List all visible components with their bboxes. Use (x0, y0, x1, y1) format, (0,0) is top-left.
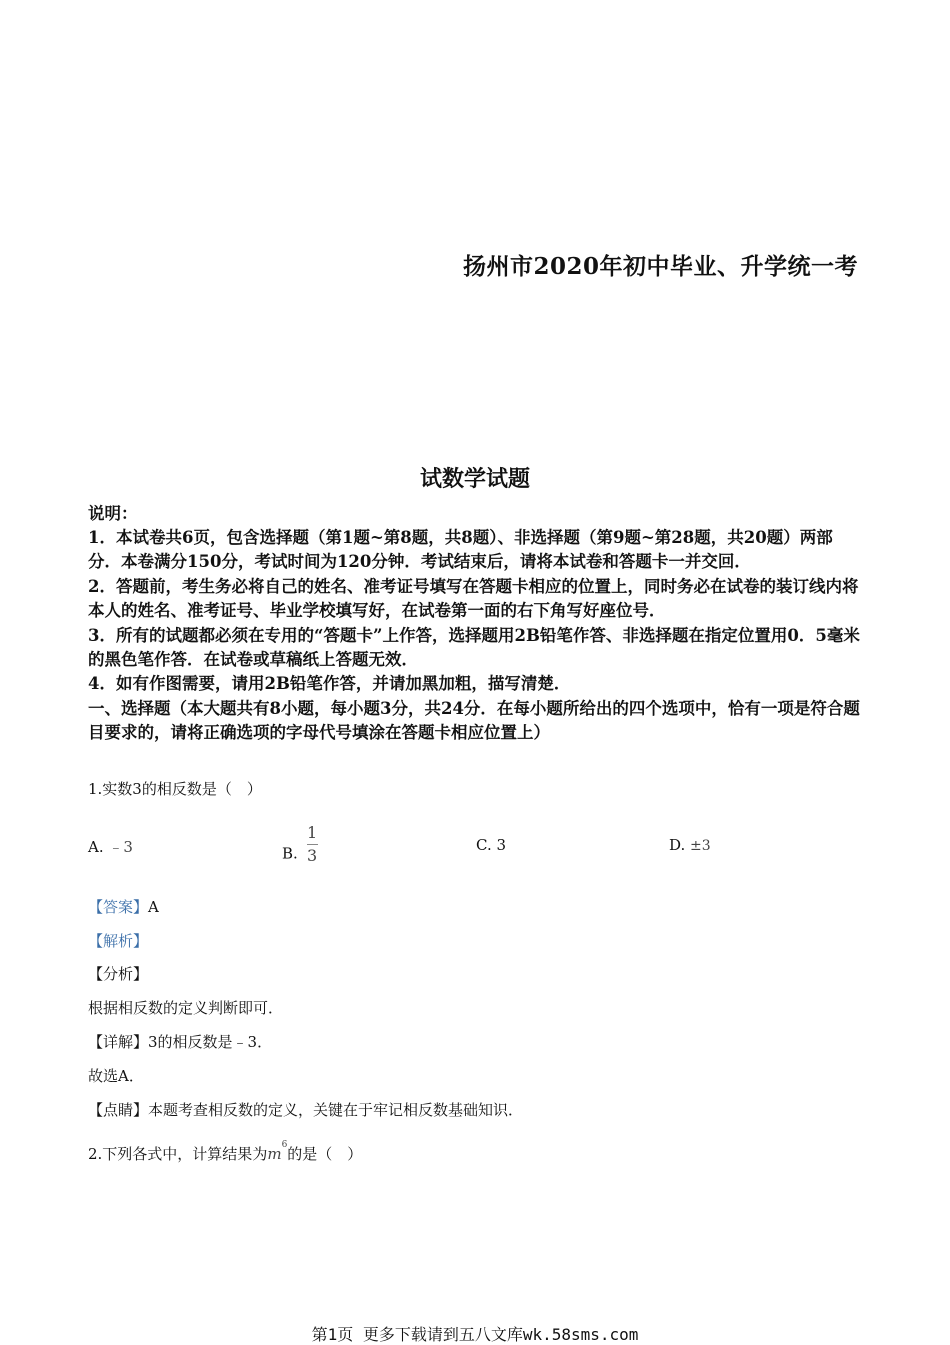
option-b-label: B. (282, 844, 298, 863)
option-a-value: ﹣3 (108, 838, 133, 856)
section-heading: 一、选择题（本大题共有8小题，每小题3分，共24分．在每小题所给出的四个选项中，恰有一项是符合题目要求的，请将正确选项的字母代号填涂在答题卡相应位置上） (88, 698, 860, 743)
instructions-label: 说明： (88, 504, 138, 523)
comment-line (88, 1099, 523, 1120)
fraction-denominator: 3 (306, 846, 318, 865)
fenxi-text: 根据相反数的定义判断即可． (88, 999, 284, 1017)
detail-text: 3的相反数是﹣3． (148, 1033, 273, 1051)
instruction-item-2: 2．答题前，考生务必将自己的姓名、准考证号填写在答题卡相应的位置上，同时务必在试卷的装订线内将本人的姓名、准考证号、毕业学校填写好，在试卷第一面的右下角写好座位号． (88, 576, 859, 621)
question-2-stem-after: 的是（ ） (287, 1145, 363, 1163)
page-footer: 第1页 更多下载请到五八文库wk.58sms.com (311, 1325, 639, 1344)
choose-text: 故选A． (88, 1067, 144, 1085)
option-a (88, 836, 133, 857)
answer-tag: 【答案】 (88, 898, 149, 916)
question-2-stem (88, 1140, 363, 1164)
comment-text: 本题考查相反数的定义，关键在于牢记相反数基础知识． (148, 1101, 524, 1119)
analysis-tag: 【解析】 (88, 932, 149, 950)
option-d (669, 836, 711, 854)
fraction-bar (307, 844, 318, 845)
option-a-label: A. (88, 838, 104, 856)
comment-tag: 【点睛】 (88, 1101, 149, 1119)
math-m: m (267, 1145, 282, 1163)
math-exponent: 6 (281, 1140, 288, 1150)
answer-line (88, 896, 159, 917)
question-1-stem: 1.实数3的相反数是（ ） (88, 780, 262, 798)
fenxi-tag: 【分析】 (88, 965, 149, 983)
fraction-numerator: 1 (306, 823, 318, 842)
detail-line (88, 1031, 272, 1052)
option-c: C. 3 (476, 836, 507, 854)
answer-value: A (148, 898, 159, 916)
exam-title-line1: 扬州市2020年初中毕业、升学统一考 (462, 253, 858, 280)
instruction-item-3: 3．所有的试题都必须在专用的“答题卡”上作答，选择题用2B铅笔作答、非选择题在指定位置用0．5毫米的黑色笔作答．在试卷或草稿纸上答题无效． (88, 625, 860, 670)
option-d-value: ±3 (690, 838, 711, 854)
exam-title-line2: 试数学试题 (419, 466, 530, 492)
instruction-item-4: 4．如有作图需要，请用2B铅笔作答，并请加黑加粗，描写清楚． (88, 674, 571, 694)
option-b-fraction (306, 823, 318, 873)
option-b (282, 823, 318, 873)
detail-tag: 【详解】 (88, 1033, 149, 1051)
option-d-label: D. (669, 836, 686, 854)
instructions-body (88, 526, 863, 746)
instruction-item-1: 1．本试卷共6页，包含选择题（第1题~第8题，共8题）、非选择题（第9题~第28题，共20题）两部分．本卷满分150分，考试时间为120分钟．考试结束后，请将本试卷和答题卡一并交回． (88, 528, 833, 572)
question-2-stem-before: 2.下列各式中，计算结果为 (88, 1145, 268, 1163)
